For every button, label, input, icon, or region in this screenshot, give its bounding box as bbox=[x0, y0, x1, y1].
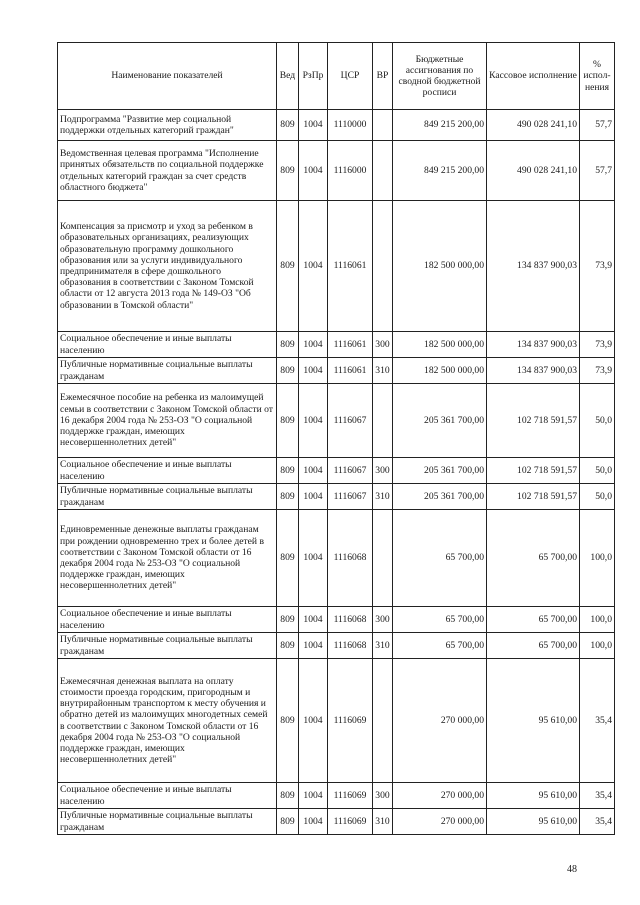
table-row bbox=[58, 358, 615, 384]
row-percent: 35,4 bbox=[580, 809, 615, 835]
row-csr: 1116067 bbox=[328, 458, 373, 484]
row-budget: 205 361 700,00 bbox=[393, 484, 487, 510]
row-rzpr: 1004 bbox=[299, 201, 328, 332]
row-percent: 35,4 bbox=[580, 659, 615, 783]
row-name: Компенсация за присмотр и уход за ребенком в образовательных организациях, реализующих образовательную программу дошкольного образования или за услуги индивидуального предпринимателя в сфере дошкольного образования в соответствии с Законом Томской области от 12 августа 2013 года № 149-ОЗ "Об образовании в Томской области" bbox=[58, 201, 277, 332]
row-rzpr: 1004 bbox=[299, 332, 328, 358]
row-vr: 310 bbox=[373, 484, 393, 510]
header-rzpr: РзПр bbox=[299, 43, 328, 110]
row-cash: 65 700,00 bbox=[487, 633, 580, 659]
row-rzpr: 1004 bbox=[299, 659, 328, 783]
row-ved: 809 bbox=[277, 332, 299, 358]
row-name: Публичные нормативные социальные выплаты гражданам bbox=[58, 358, 277, 384]
row-cash: 102 718 591,57 bbox=[487, 458, 580, 484]
row-percent: 35,4 bbox=[580, 783, 615, 809]
row-csr: 1110000 bbox=[328, 110, 373, 141]
row-rzpr: 1004 bbox=[299, 809, 328, 835]
row-ved: 809 bbox=[277, 659, 299, 783]
row-cash: 95 610,00 bbox=[487, 809, 580, 835]
row-ved: 809 bbox=[277, 141, 299, 201]
row-name: Социальное обеспечение и иные выплаты населению bbox=[58, 458, 277, 484]
row-cash: 134 837 900,03 bbox=[487, 358, 580, 384]
row-budget: 65 700,00 bbox=[393, 510, 487, 607]
header-name: Наименование показателей bbox=[58, 43, 277, 110]
table-row bbox=[58, 659, 615, 783]
row-percent: 73,9 bbox=[580, 201, 615, 332]
row-budget: 182 500 000,00 bbox=[393, 332, 487, 358]
table-row bbox=[58, 633, 615, 659]
table-row bbox=[58, 484, 615, 510]
row-vr bbox=[373, 510, 393, 607]
row-cash: 134 837 900,03 bbox=[487, 201, 580, 332]
row-csr: 1116061 bbox=[328, 201, 373, 332]
row-vr: 310 bbox=[373, 633, 393, 659]
row-percent: 100,0 bbox=[580, 607, 615, 633]
table-row bbox=[58, 110, 615, 141]
row-rzpr: 1004 bbox=[299, 607, 328, 633]
row-rzpr: 1004 bbox=[299, 783, 328, 809]
row-vr bbox=[373, 384, 393, 458]
row-percent: 73,9 bbox=[580, 358, 615, 384]
row-csr: 1116068 bbox=[328, 607, 373, 633]
header-budget: Бюджетные ассигнования по сводной бюджетной росписи bbox=[393, 43, 487, 110]
row-percent: 73,9 bbox=[580, 332, 615, 358]
row-csr: 1116061 bbox=[328, 358, 373, 384]
row-rzpr: 1004 bbox=[299, 484, 328, 510]
table-row bbox=[58, 141, 615, 201]
row-budget: 205 361 700,00 bbox=[393, 384, 487, 458]
row-ved: 809 bbox=[277, 484, 299, 510]
row-rzpr: 1004 bbox=[299, 358, 328, 384]
row-budget: 205 361 700,00 bbox=[393, 458, 487, 484]
row-budget: 270 000,00 bbox=[393, 809, 487, 835]
row-csr: 1116069 bbox=[328, 659, 373, 783]
row-cash: 102 718 591,57 bbox=[487, 384, 580, 458]
row-name: Социальное обеспечение и иные выплаты населению bbox=[58, 783, 277, 809]
row-percent: 50,0 bbox=[580, 384, 615, 458]
row-vr: 300 bbox=[373, 783, 393, 809]
row-ved: 809 bbox=[277, 633, 299, 659]
row-vr bbox=[373, 201, 393, 332]
row-percent: 50,0 bbox=[580, 458, 615, 484]
row-name: Подпрограмма "Развитие мер социальной поддержки отдельных категорий граждан" bbox=[58, 110, 277, 141]
row-budget: 849 215 200,00 bbox=[393, 110, 487, 141]
table-header-row bbox=[58, 43, 615, 110]
row-budget: 849 215 200,00 bbox=[393, 141, 487, 201]
row-csr: 1116068 bbox=[328, 633, 373, 659]
table-row bbox=[58, 458, 615, 484]
row-csr: 1116068 bbox=[328, 510, 373, 607]
row-percent: 100,0 bbox=[580, 510, 615, 607]
row-csr: 1116067 bbox=[328, 484, 373, 510]
header-percent: % испол-нения bbox=[580, 43, 615, 110]
row-rzpr: 1004 bbox=[299, 141, 328, 201]
row-percent: 57,7 bbox=[580, 110, 615, 141]
row-ved: 809 bbox=[277, 201, 299, 332]
row-cash: 95 610,00 bbox=[487, 659, 580, 783]
row-cash: 65 700,00 bbox=[487, 607, 580, 633]
header-csr: ЦСР bbox=[328, 43, 373, 110]
row-vr: 310 bbox=[373, 358, 393, 384]
row-name: Публичные нормативные социальные выплаты гражданам bbox=[58, 484, 277, 510]
row-name: Ежемесячная денежная выплата на оплату стоимости проезда городским, пригородным и внутрирайонным транспортом к месту обучения и обратно детей из малоимущих многодетных семей в соответствии с Законом Томской области от 16 декабря 2004 года № 253-ОЗ "О социальной поддержке граждан, имеющих несовершеннолетних детей" bbox=[58, 659, 277, 783]
row-cash: 490 028 241,10 bbox=[487, 141, 580, 201]
row-csr: 1116061 bbox=[328, 332, 373, 358]
row-name: Социальное обеспечение и иные выплаты населению bbox=[58, 607, 277, 633]
row-cash: 95 610,00 bbox=[487, 783, 580, 809]
row-budget: 182 500 000,00 bbox=[393, 358, 487, 384]
row-rzpr: 1004 bbox=[299, 110, 328, 141]
row-cash: 102 718 591,57 bbox=[487, 484, 580, 510]
row-budget: 65 700,00 bbox=[393, 633, 487, 659]
row-cash: 65 700,00 bbox=[487, 510, 580, 607]
row-name: Социальное обеспечение и иные выплаты населению bbox=[58, 332, 277, 358]
row-name: Публичные нормативные социальные выплаты гражданам bbox=[58, 633, 277, 659]
table-row bbox=[58, 510, 615, 607]
row-ved: 809 bbox=[277, 458, 299, 484]
row-vr: 300 bbox=[373, 332, 393, 358]
row-vr bbox=[373, 659, 393, 783]
row-vr bbox=[373, 141, 393, 201]
row-vr: 300 bbox=[373, 458, 393, 484]
row-csr: 1116000 bbox=[328, 141, 373, 201]
row-cash: 490 028 241,10 bbox=[487, 110, 580, 141]
row-cash: 134 837 900,03 bbox=[487, 332, 580, 358]
row-ved: 809 bbox=[277, 358, 299, 384]
header-vr: ВР bbox=[373, 43, 393, 110]
row-rzpr: 1004 bbox=[299, 458, 328, 484]
row-ved: 809 bbox=[277, 110, 299, 141]
row-ved: 809 bbox=[277, 384, 299, 458]
row-name: Публичные нормативные социальные выплаты гражданам bbox=[58, 809, 277, 835]
row-budget: 182 500 000,00 bbox=[393, 201, 487, 332]
table-row bbox=[58, 332, 615, 358]
row-percent: 100,0 bbox=[580, 633, 615, 659]
table-row bbox=[58, 384, 615, 458]
row-vr: 300 bbox=[373, 607, 393, 633]
row-budget: 270 000,00 bbox=[393, 659, 487, 783]
row-ved: 809 bbox=[277, 510, 299, 607]
row-vr bbox=[373, 110, 393, 141]
table-row bbox=[58, 783, 615, 809]
row-csr: 1116069 bbox=[328, 809, 373, 835]
header-cash: Кассовое исполнение bbox=[487, 43, 580, 110]
header-ved: Вед bbox=[277, 43, 299, 110]
page-number: 48 bbox=[567, 864, 577, 875]
row-rzpr: 1004 bbox=[299, 384, 328, 458]
row-name: Единовременные денежные выплаты гражданам при рождении одновременно трех и более детей в соответствии с Законом Томской области от 16 декабря 2004 года № 253-ОЗ "О социальной поддержке граждан, имеющих несовершеннолетних детей" bbox=[58, 510, 277, 607]
row-ved: 809 bbox=[277, 783, 299, 809]
budget-table bbox=[57, 42, 615, 835]
row-percent: 57,7 bbox=[580, 141, 615, 201]
row-csr: 1116069 bbox=[328, 783, 373, 809]
table-row bbox=[58, 201, 615, 332]
row-budget: 65 700,00 bbox=[393, 607, 487, 633]
row-rzpr: 1004 bbox=[299, 510, 328, 607]
row-ved: 809 bbox=[277, 809, 299, 835]
row-csr: 1116067 bbox=[328, 384, 373, 458]
row-name: Ведомственная целевая программа "Исполнение принятых обязательств по социальной поддержке отдельных категорий граждан за счет средств областного бюджета" bbox=[58, 141, 277, 201]
row-ved: 809 bbox=[277, 607, 299, 633]
row-rzpr: 1004 bbox=[299, 633, 328, 659]
table-row bbox=[58, 607, 615, 633]
table-row bbox=[58, 809, 615, 835]
row-name: Ежемесячное пособие на ребенка из малоимущей семьи в соответствии с Законом Томской области от 16 декабря 2004 года № 253-ОЗ "О социальной поддержке граждан, имеющих несовершеннолетних детей" bbox=[58, 384, 277, 458]
row-vr: 310 bbox=[373, 809, 393, 835]
row-percent: 50,0 bbox=[580, 484, 615, 510]
row-budget: 270 000,00 bbox=[393, 783, 487, 809]
